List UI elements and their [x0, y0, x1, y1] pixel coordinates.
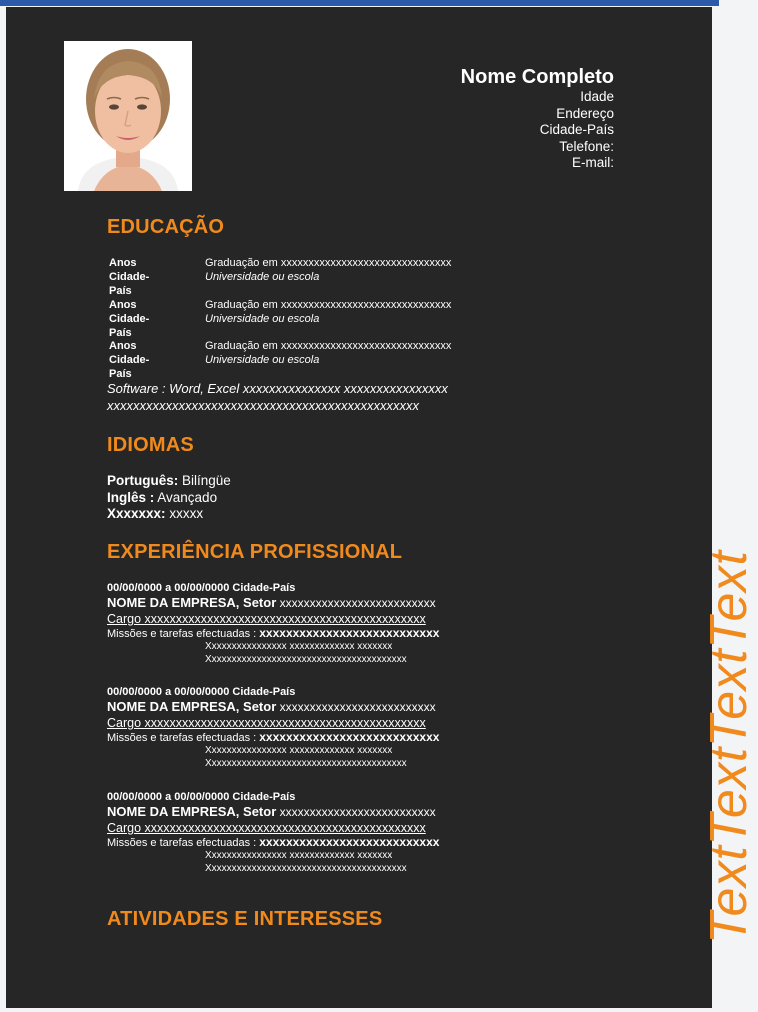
- company-sector: xxxxxxxxxxxxxxxxxxxxxxxxxx: [276, 805, 436, 819]
- job-company: [107, 699, 439, 715]
- job-dates: 00/00/0000 a 00/00/0000 Cidade-País: [107, 686, 296, 698]
- education-years: Anos: [109, 299, 137, 311]
- tasks-value: xxxxxxxxxxxxxxxxxxxxxxxxxxx: [259, 730, 440, 744]
- job-tasks: [107, 731, 439, 745]
- tasks-label: Missões e tarefas efectuadas :: [107, 732, 260, 744]
- job-cargo: Cargo xxxxxxxxxxxxxxxxxxxxxxxxxxxxxxxxxxxxxxxxxxxxx: [107, 821, 426, 835]
- job-detail-line: Xxxxxxxxxxxxxxxxxxxxxxxxxxxxxxxxxxxxxxxx: [205, 757, 407, 769]
- company-sector: xxxxxxxxxxxxxxxxxxxxxxxxxx: [276, 700, 436, 714]
- language-level: xxxxx: [165, 506, 204, 521]
- profile-photo: [64, 41, 192, 191]
- education-location: Cidade-País: [109, 271, 150, 297]
- language-name: Inglês :: [107, 489, 155, 505]
- portrait-image: [64, 41, 192, 191]
- window-top-bar: [0, 0, 719, 6]
- experience-heading: EXPERIÊNCIA PROFISSIONAL: [107, 541, 403, 563]
- education-degree: Graduação em xxxxxxxxxxxxxxxxxxxxxxxxxxxxxxx: [205, 299, 452, 311]
- software-line: xxxxxxxxxxxxxxxxxxxxxxxxxxxxxxxxxxxxxxxxxxxxxxxx: [107, 398, 419, 413]
- education-years: Anos: [109, 257, 137, 269]
- job-entry: [107, 685, 439, 770]
- activities-heading: ATIVIDADES E INTERESSES: [107, 908, 383, 930]
- company-name: NOME DA EMPRESA, Setor: [107, 699, 277, 714]
- company-name: NOME DA EMPRESA, Setor: [107, 804, 277, 819]
- tasks-label: Missões e tarefas efectuadas :: [107, 837, 260, 849]
- age-label: Idade: [580, 89, 614, 104]
- languages-list: [107, 473, 231, 523]
- job-dates: 00/00/0000 a 00/00/0000 Cidade-País: [107, 791, 296, 803]
- job-entry: [107, 581, 439, 666]
- language-name: Xxxxxxx:: [107, 506, 166, 521]
- education-school: Universidade ou escola: [205, 271, 320, 283]
- education-school: Universidade ou escola: [205, 354, 320, 366]
- language-level: Avançado: [154, 489, 218, 505]
- job-dates: 00/00/0000 a 00/00/0000 Cidade-País: [107, 582, 296, 594]
- job-detail-line: Xxxxxxxxxxxxxxxxxxxxxxxxxxxxxxxxxxxxxxxx: [205, 862, 407, 874]
- language-level: Bilíngüe: [178, 473, 231, 488]
- resume-page: [6, 7, 758, 1008]
- company-name: NOME DA EMPRESA, Setor: [107, 595, 277, 610]
- software-line: Software : Word, Excel xxxxxxxxxxxxxxx xxxxxxxxxxxxxxxx: [107, 381, 448, 396]
- phone-label: Telefone:: [559, 138, 614, 154]
- job-entry: [107, 790, 439, 875]
- tasks-value: xxxxxxxxxxxxxxxxxxxxxxxxxxx: [259, 626, 440, 640]
- languages-heading: IDIOMAS: [107, 434, 194, 456]
- city-label: Cidade-País: [539, 122, 614, 137]
- tasks-label: Missões e tarefas efectuadas :: [107, 628, 260, 640]
- tasks-value: xxxxxxxxxxxxxxxxxxxxxxxxxxx: [259, 835, 440, 849]
- education-years: Anos: [109, 340, 137, 352]
- job-cargo: Cargo xxxxxxxxxxxxxxxxxxxxxxxxxxxxxxxxxxxxxxxxxxxxx: [107, 716, 426, 730]
- company-sector: xxxxxxxxxxxxxxxxxxxxxxxxxx: [276, 596, 436, 610]
- education-school: Universidade ou escola: [205, 313, 320, 325]
- education-location: Cidade-País: [109, 354, 150, 380]
- language-item: [107, 506, 231, 523]
- education-degree: Graduação em xxxxxxxxxxxxxxxxxxxxxxxxxxxxxxx: [205, 257, 452, 269]
- job-detail-line: Xxxxxxxxxxxxxxxx xxxxxxxxxxxxx xxxxxxx: [205, 641, 393, 652]
- email-label: E-mail:: [571, 155, 614, 170]
- language-item: [107, 473, 231, 490]
- vertical-side-text: TextTextTextText: [700, 550, 758, 944]
- job-detail-line: Xxxxxxxxxxxxxxxx xxxxxxxxxxxxx xxxxxxx: [205, 850, 393, 861]
- language-name: Português:: [107, 473, 179, 488]
- contact-block: [461, 65, 614, 172]
- language-item: [107, 490, 231, 507]
- job-cargo: Cargo xxxxxxxxxxxxxxxxxxxxxxxxxxxxxxxxxxxxxxxxxxxxx: [107, 612, 426, 626]
- job-detail-line: Xxxxxxxxxxxxxxxxxxxxxxxxxxxxxxxxxxxxxxxx: [205, 653, 407, 665]
- job-tasks: [107, 836, 439, 850]
- education-degree: Graduação em xxxxxxxxxxxxxxxxxxxxxxxxxxxxxxx: [205, 340, 452, 352]
- full-name: Nome Completo: [460, 66, 614, 88]
- software-skills: [107, 380, 448, 414]
- education-heading: EDUCAÇÃO: [107, 216, 225, 238]
- job-company: [107, 804, 439, 820]
- job-tasks: [107, 627, 439, 641]
- address-label: Endereço: [556, 105, 614, 121]
- education-location: Cidade-País: [109, 313, 150, 339]
- job-company: [107, 595, 439, 611]
- job-detail-line: Xxxxxxxxxxxxxxxx xxxxxxxxxxxxx xxxxxxx: [205, 745, 393, 756]
